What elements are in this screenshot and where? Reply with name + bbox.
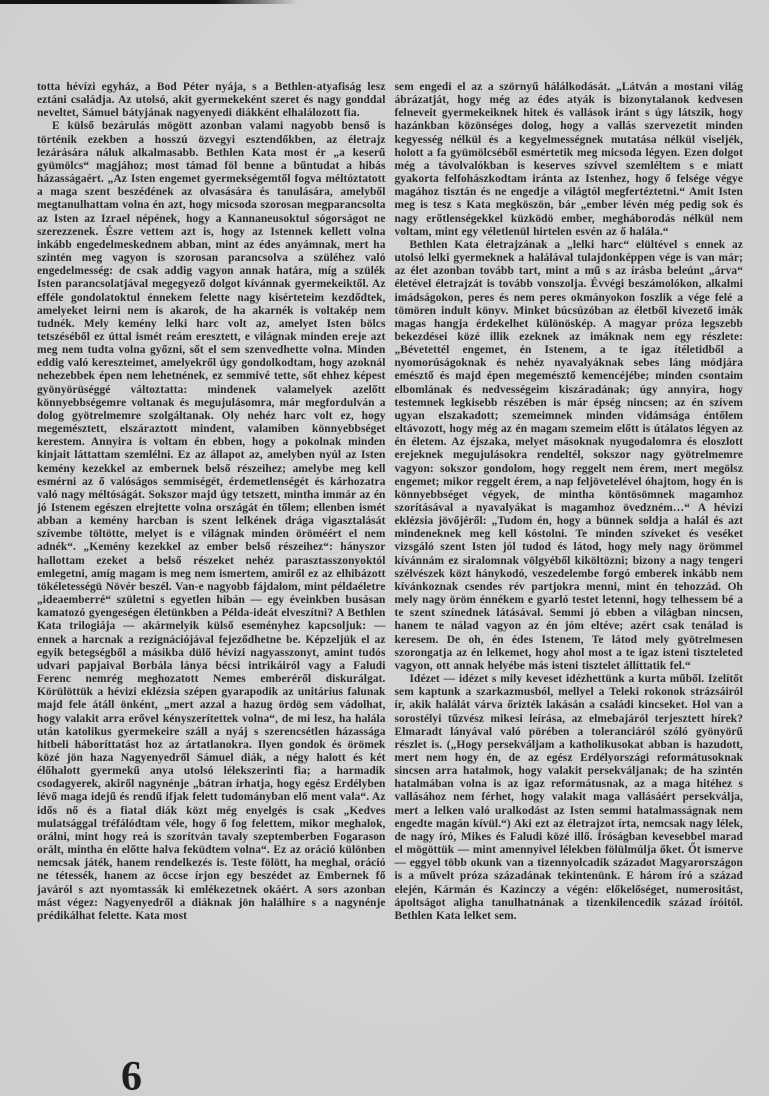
paragraph-continuation: sem engedi el az a szörnyű hálálkodását. „Látván a mostani világ ábrázatját, hogy még az édes atyák is bizonytalanok kedvesen felneveit gyermekeiknek hitek és vallások iránt s úgy látszik, hogy hazánkban közönséges dolog, hogy a vallás szervezetit minden kegyesség nélkül és a kegyelmességnek mutatása nélkül viseljék, holott a fa gyümölcséből esmértetik meg micsoda légyen. Ezen dolgot még a távolvalókban is keserves szívvel szemléltem s e miatt gyakorta felfohászkodtam iránta az Istenhez, hogy ő felsége végye magához tisztán és ne engedje a világtól megfertéztetni.“ Amit Isten meg is tesz s Kata megköszön, bár „ember lévén még pedig sok és nagy erőtlenségekkel küzködö ember, megháborodás nélkül nem voltam, mint egy véletlenül hirtelen esvén az ő halála.“ [394,81,743,238]
two-column-text-block [37,81,743,1071]
paragraph: Idézet — idézet s mily keveset idézhettünk a kurta műből. Izelítőt sem kaptunk a szarkazmusból, mellyel a Teleki rokonok strázsáiról ír, akik halálát várva őrizték lakásán a családi kincseket. Hol van a sorostélyi tűzvész mikesi leírása, az elmebajáról terjesztett hírek? Elmaradt lányával való pörében a toleranciáról szóló gyönyörű részlet is. („Hogy persekváljam a katholikusokat abban is hazudott, mert nem hogy én, de az egész Erdélyországi reformátusoknak sincsen arra hatalmok, hogy valakit persekváljanak; de ha szintén hatalmában volna is az igaz reformátusnak, az a maga hitéhez s vallásához nem férhet, hogy valakit maga vallásáért persekválja, mert a lelken való uralkodást az Isten semmi hatalmasságnak nem engedte magán kívül.“) Aki ezt az életrajzot írta, nemcsak nagy lélek, de nagy író, Mikes és Faludi közé illő. Íróságban kevesebbel marad el mögöttük — mint amennyivel lélekben fölülmúlja őket. Őt ismerve — eggyel több okunk van a tizennyolcadik századot Magyarországon is a művelt próza századának tekintenünk. E három író a század elején, Kármán és Kazinczy a végén: előkelőséget, numerositást, ápoltságot aligha tanulhatnának a tizenkilencedik század íróitól. Bethlen Kata lelket sem. [394,673,743,922]
paragraph: E külső bezárulás mögött azonban valami nagyobb benső is történik ezekben a hosszú özvegyi esztendőkben, az életrajz lezárására náluk alkalmasabb. Bethlen Kata most ér „a keserű gyümölcs“ magjához; most támad föl benne a bűntudat a hibás házasságaért. „Az Isten engemet gyermekségemtől fogva méltóztatott a maga szent beszédének az olvasására és tanulására, amelyből megtanulhattam volna én azt, hogy micsoda szorosan megparancsolta az Isten az Izrael népének, hogy a Kannaneusoktul sógorságot ne szerezzenek. Észre vettem azt is, hogy az Istennek kellett volna inkább engedelmeskednem abban, mint az édes anyámnak, mert ha szintén meg vagyon is szorosan parancsolva a szüléhez való engedelmesség: de csak addig vagyon annak határa, míg a szülék Isten parancsolatjával megegyező dolgot kívánnak gyermekeiktől. Az efféle gondolatoktul énnekem felette nagy kisérteteim kezdődtek, amelyeket leirni nem is akarok, de ha akarnék is voltakép nem tudnék. Mely kemény lelki harc volt az, amelyet Isten bölcs tetszéséből ez úttal ismét reám eresztett, e világnak minden ereje azt meg nem tudta volna győzni, sőt el sem szenvedhette volna. Minden eddig való kereszteimet, amelyekről úgy gondolkodtam, hogy azoknál nehezebbek épen nem lehetnének, ez semmivé tette, sőt ehhez képest gyönyörüséggé változtatta: mindenek valamelyek azelőtt könnyebbségemre voltanak és megujulásomra, már megfordulván a dolog gyötrelmemre szolgáltanak. Oly nehéz harc volt ez, hogy megemésztett, elszáraztott mindent, valamiben könnyebbséget kerestem. Annyira is voltam én ebben, hogy a pokolnak minden kinjait láttattam szemlélni. Ez az állapot az, amelyben nyúl az Isten kemény kezekkel az embernek belső részeihez; amelybe meg kell esmérni az ő valóságos semmiségét, érdemetlenségét és kárhozatra való nagy méltóságát. Sokszor majd úgy tetszett, mintha immár az én jó Istenem egészen elrejtette volna országát én tőlem; ellenben ismét abban a kemény harcban is szent lelkének drága vigasztalását szívembe töltötte, melyet is e világnak minden öröméért el nem adnék“. „Kemény kezekkel az ember belső részeihez“: hányszor hallottam ezeket a belső részeket nehéz parasztasszonyoktól emlegetni, amíg magam is meg nem ismertem, amiről ez az elhibázott tökéletességü Növér beszél. Van-e nagyobb fájdalom, mint példaéletre „ideaemberré“ születni s egyetlen hibán — egy éveinkben busásan kamatozó gyengeségen életünkben a Példa-ideát elveszítni? A Bethlen Kata trilogiája — akármelyik külső eseményhez kapcsoljuk: — ennek a harcnak a rezignációjával fejeződhetne be. Képzeljük el az egyik betegségből a másikba dülő hévizi nagyasszonyt, amint tudós udvari papjaival Borbála lánya bécsi intrikáiról vagy a Faludi Ferenc nemrég meghozatott Nemes emberéről diskurálgat. Körülöttük a hévizi eklézsia szépen gyarapodik az unitárius falunak majd fele átáll önként, „mert azzal a hazug ördög sem vádolhat, hogy valakit arra erővel kényszerítettek volna“, de mi lesz, ha halála után katolikus gyermekeire száll a nyáj s szerencsétlen házassága hitbeli háboríttatást hoz az ártatlanokra. Ilyen gondok és örömek közé jön haza Nagyenyedről Sámuel diák, a négy halott és két élőhalott gyermekű anya utolsó lélekszerinti fia; a harmadik csodagyerek, akiről nagynénje „bátran írhatja, hogy egész Erdélyben lévő maga idejű és rendű ifjak felett tudományban elő ment vala“. Az idős nő és a fiatal diák közt még enyelgés is csak „Kedves mulatsággal tréfálódtam véle, hogy ő fog felettem, mikor meghalok, orálni, mint hogy reá is szorítván tavaly szeptemberben Fogarason orált, mintha én előtte halva feküdtem volna“. Ez az oráció különben nemcsak játék, hanem rendelkezés is. Teste fölött, ha meghal, oráció ne tétessék, hanem az öccse írjon egy beszédet az Embernek fő javáról s azt nyomtassák ki emlékezetnek okáért. A sors azonban mást végez: Nagyenyedről a diáknak jön halálhíre s a nagynénje prédikálhat felette. Kata most [37,120,386,922]
paragraph-continuation: totta hévízi egyház, a Bod Péter nyája, s a Bethlen-atyafiság lesz eztáni családja. Az utolsó, akit gyermekeként szeret és nagy gonddal neveltet, Sámuel bátyjának nagyenyedi diákként elhalálozott fia. [37,81,386,120]
paragraph: Bethlen Kata életrajzának a „lelki harc“ elültével s ennek az utolsó lelki gyermeknek a halálával tulajdonképpen vége is van már; az élet azonban tovább tart, mint a mű s az írásba beleúnt „árva“ életével életrajzát is tovább vonszolja. Évvégi beszámolókon, alkalmi imádságokon, peres és nem peres okmányokon foszlik a vége felé a tömören indult könyv. Minket búcsúzóban az életből kivezető imák magas hangja érdekelhet különöskép. A magyar próza legszebb bekezdései közé illik ezeknek az imáknak nem egy részlete: „Bévetettél engemet, én Istenem, a te igaz ítéletidből a nyomorúságoknak és nehéz nyavalyáknak sebes láng módjára emésztő és majd épen megemésztő kemencéjébe; minden csontaim elbomlának és nedvességeim kiszáradának; úgy annyira, hogy testemnek legkisebb részében is már épség nincsen; az én szívem ugyan elszakadott; szemeimnek minden vidámsága éntőlem eltávozott, hogy még az én magam szemeim előtt is útálatos légyen az én életem. Az éjszaka, melyet másoknak nyugodalomra és eloszlott erejeknek megujulásokra rendeltél, sokszor nagy gyötrelmemre vagyon: sokszor gondolom, hogy reggelt nem érem, mert megölsz engemet; mikor reggelt érem, a nap feljövetelével óhajtom, hogy én is könnyebbséget végyek, de mintha köntösömnek magamhoz szorításával a nyavalyákat is magamhoz övedzném…“ A hévizi eklézsia jövőjéről: „Tudom én, hogy a bünnek soldja a halál és azt mindeneknek meg kell kóstolni. Te minden szíveket és veséket vizsgáló szent Isten jól tudod és látod, hogy mely nagy örömmel kívánnám ez siralomnak völgyéből kiköltözni; bizony a nagy tengeri szélvészek közt hánykodó, veszedelembe forgó emberek inkább nem kívánkoznak csendes rév partjokra menni, mint én tehozzád. Oh mely nagy öröm énnékem e gyarló testet letenni, hogy telhessem bé a te szent színednek látásával. Semmi jó ebben a világban nincsen, hanem te nálad vagyon az én jóm eltéve; azért csak tenálad is keresem. De oh, én édes Istenem, Te látod mely gyötrelmesen szorongatja az én lelkemet, hogy ahol most a te igaz isteni tiszteleted vagyon, ott annak helyébe más isteni tisztelet állíttatik fel.“ [394,238,743,672]
scan-artifact-strip [0,0,298,4]
text-column-left [37,81,386,1071]
page-number: 6 [121,1054,142,1096]
text-column-right [395,81,744,1071]
